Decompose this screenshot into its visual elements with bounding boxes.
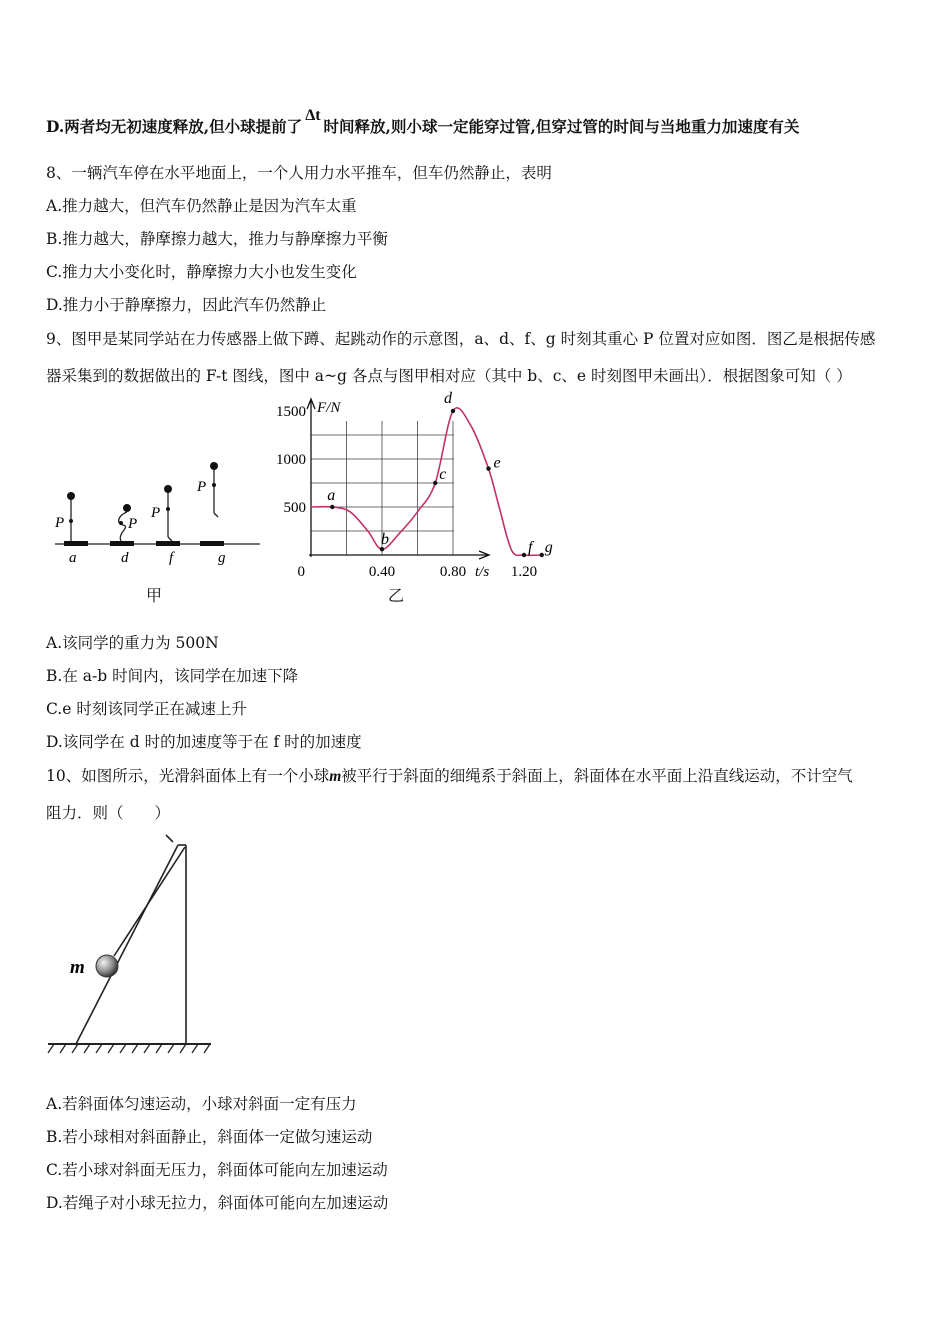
chart-labeled-points — [327, 390, 552, 557]
figure-a-head — [67, 492, 75, 500]
q10-stem-part1: 10、如图所示，光滑斜面体上有一个小球 — [46, 767, 330, 785]
point-label-b: b — [381, 531, 389, 549]
point-label-f: f — [528, 539, 533, 556]
sensor-plate-d — [110, 541, 134, 546]
q8-option-a: A.推力越大，但汽车仍然静止是因为汽车太重 — [46, 197, 357, 215]
label-d: d — [121, 550, 129, 566]
point-marker-c — [433, 481, 437, 485]
figure-d-head — [123, 504, 131, 512]
figure-f-center-of-mass — [166, 507, 170, 511]
point-label-e: e — [493, 454, 501, 472]
label-f: f — [169, 550, 174, 566]
rope — [114, 847, 185, 956]
point-label-d: d — [444, 390, 452, 407]
point-marker-e — [486, 466, 490, 470]
label-p-a: P — [55, 515, 65, 531]
x-tick-label: 1.20 — [510, 564, 538, 580]
figure-d-center-of-mass — [119, 521, 123, 525]
figure-jia — [55, 455, 260, 565]
q9-option-d: D.该同学在 d 时的加速度等于在 f 时的加速度 — [46, 733, 362, 751]
sensor-plate-f — [156, 541, 180, 546]
chart-y-axis-label: F/N — [317, 400, 341, 416]
sensor-plate-g — [200, 541, 224, 546]
point-label-g: g — [544, 539, 553, 556]
figure-f-foot — [168, 537, 172, 541]
q10-option-d: D.若绳子对小球无拉力，斜面体可能向左加速运动 — [46, 1194, 389, 1212]
figure-a-center-of-mass — [69, 519, 73, 523]
q10-stem-part2: 被平行于斜面的细绳系于斜面上，斜面体在水平面上沿直线运动，不计空气 — [341, 767, 853, 785]
sensor-plate-a — [64, 541, 88, 546]
label-a: a — [69, 550, 77, 566]
q9-stem-line1: 9、图甲是某同学站在力传感器上做下蹲、起跳动作的示意图，a、d、f、g 时刻其重心 P 位置对应如图．图乙是根据传感 — [46, 330, 876, 348]
q7-option-d-part1: D.两者均无初速度释放,但小球提前了 — [46, 117, 303, 136]
label-p-d: P — [128, 516, 138, 532]
figure-d-body — [119, 512, 127, 541]
q10-option-a: A.若斜面体匀速运动，小球对斜面一定有压力 — [46, 1095, 357, 1113]
figure-yi-chart — [265, 390, 553, 585]
chart-x-axis-label: t/s — [475, 564, 490, 580]
q9-option-c: C.e 时刻该同学正在减速上升 — [46, 700, 247, 718]
y-tick-label: 1000 — [276, 452, 306, 468]
q10-stem-m: m — [329, 768, 342, 785]
incline-slope — [76, 845, 178, 1044]
q8-option-d: D.推力小于静摩擦力，因此汽车仍然静止 — [46, 296, 327, 314]
q10-option-c: C.若小球对斜面无压力，斜面体可能向左加速运动 — [46, 1161, 388, 1179]
point-label-c: c — [439, 466, 447, 483]
label-p-g: P — [197, 479, 207, 495]
q10-stem-line2: 阻力．则（ ） — [46, 804, 171, 822]
figure-g-foot — [214, 513, 218, 517]
chart-origin-label: 0 — [297, 564, 305, 580]
figure-incline — [46, 830, 216, 1060]
ground-hatching — [48, 1044, 210, 1053]
q9-stem-line2: 器采集到的数据做出的 F-t 图线，图中 a~g 各点与图甲相对应（其中 b、c、e 时刻图甲未画出）．根据图象可知（ ） — [46, 367, 852, 385]
point-label-a: a — [327, 487, 336, 504]
figure-f-head — [164, 485, 172, 493]
label-p-f: P — [151, 505, 161, 521]
point-marker-g — [540, 553, 544, 557]
ball — [96, 955, 118, 977]
chart-series-line — [311, 408, 542, 556]
point-marker-d — [451, 409, 455, 413]
point-marker-a — [330, 505, 334, 509]
q8-option-b: B.推力越大，静摩擦力越大，推力与静摩擦力平衡 — [46, 230, 388, 248]
chart-tick-labels — [276, 404, 537, 580]
q9-option-b: B.在 a-b 时间内，该同学在加速下降 — [46, 667, 299, 685]
q7-option-d — [46, 107, 800, 137]
q7-option-d-part2: 时间释放,则小球一定能穿过管,但穿过管的时间与当地重力加速度有关 — [323, 117, 800, 136]
q10-option-b: B.若小球相对斜面静止，斜面体一定做匀速运动 — [46, 1128, 373, 1146]
figure-jia-caption: 甲 — [146, 586, 163, 605]
y-tick-label: 500 — [283, 500, 306, 516]
figure-g-center-of-mass — [212, 483, 216, 487]
q9-option-a: A.该同学的重力为 500N — [46, 634, 219, 652]
x-tick-label: 0.40 — [368, 564, 396, 580]
rope-anchor — [166, 835, 173, 842]
y-tick-label: 1500 — [276, 404, 306, 420]
figure-yi-caption: 乙 — [388, 586, 405, 605]
ball-label-m: m — [70, 957, 85, 978]
label-g: g — [218, 550, 226, 566]
figure-g-head — [210, 462, 218, 470]
q10-stem-line1 — [46, 764, 853, 786]
q8-stem: 8、一辆汽车停在水平地面上，一个人用力水平推车，但车仍然静止，表明 — [46, 164, 552, 182]
x-tick-label: 0.80 — [439, 564, 467, 580]
delta-t-symbol: Δt — [305, 107, 321, 124]
q8-option-c: C.推力大小变化时，静摩擦力大小也发生变化 — [46, 263, 357, 281]
point-marker-f — [522, 553, 526, 557]
